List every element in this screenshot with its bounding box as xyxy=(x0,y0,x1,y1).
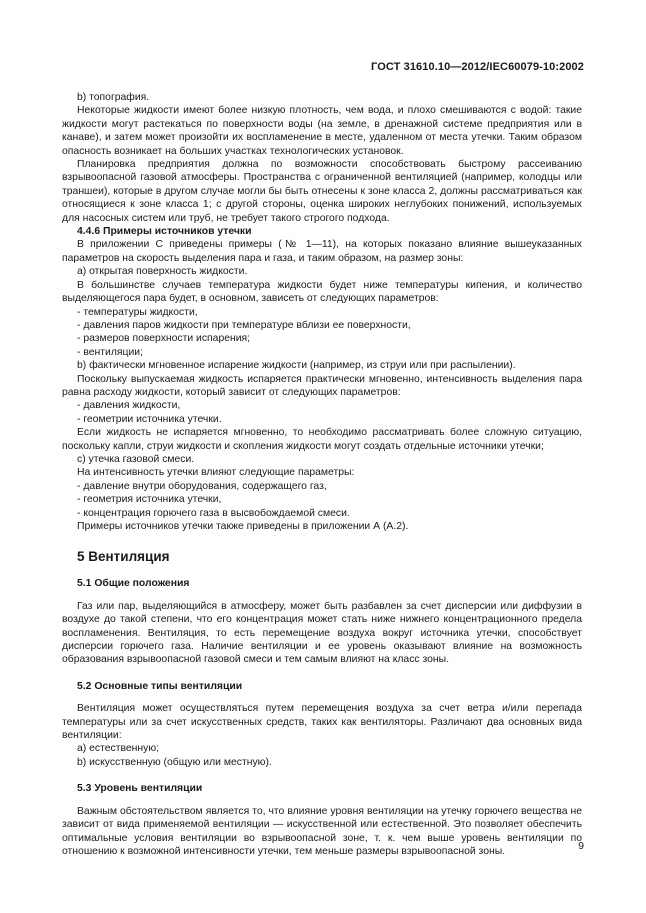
list-item: - размеров поверхности испарения; xyxy=(77,333,251,345)
ventilation-type-natural: a) естественную; xyxy=(77,743,160,755)
page-number: 9 xyxy=(578,841,584,852)
subsection-title: 4.4.6 Примеры источников утечки xyxy=(77,226,252,238)
section-4-4-continuation xyxy=(62,91,582,533)
section-5-3-title: 5.3 Уровень вентиляции xyxy=(77,783,203,795)
section-5-2-body: Вентиляция может осуществляться путем перемещения воздуха за счет ветра и/или перепада температуры или за счет искусственных средств, таких как вентиляторы. Различают два основных вида вентиляции: xyxy=(62,703,582,742)
list-item: - давления жидкости, xyxy=(77,400,181,412)
section-5-1-title: 5.1 Общие положения xyxy=(77,578,190,590)
ventilation-type-artificial: b) искусственную (общую или местную). xyxy=(77,756,272,768)
section-5-1-body: Газ или пар, выделяющийся в атмосферу, может быть разбавлен за счет дисперсии или диффузии в воздухе до такой степени, что его концентрация может стать ниже нижнего концентрационного предела воспламенения. Вентиляция, то есть перемещение воздуха вокруг источника утечки, способствует дисперсии горючего газа. Наличие вентиляции и ее уровень оказывают влияние на возможность образования взрывоопасной газовой смеси и тем самым влияют на класс зоны. xyxy=(62,600,582,666)
list-item: - вентиляции; xyxy=(77,346,143,358)
paragraph: В приложении С приведены примеры (№ 1—11), на которых показано влияние вышеуказанных параметров на скорость выделения пара и газа, и таким образом, на размер зоны: xyxy=(62,239,582,264)
list-item: a) открытая поверхность жидкости. xyxy=(77,266,248,278)
list-item: - температуры жидкости, xyxy=(77,306,198,318)
list-item: - концентрация горючего газа в высвобождаемой смеси. xyxy=(77,507,350,519)
paragraph: Планировка предприятия должна по возможности способствовать быстрому рассеиванию взрывоопасной газовой атмосферы. Пространства с ограниченной вентиляцией (например, колодцы или траншеи), которые в другом случае могли бы быть отнесены к зоне класса 2, должны рассматриваться как относящиеся к зоне класса 1; с другой стороны, оценка широких неглубоких понижений, используемых для насосных систем или труб, не требует такого строгого подхода. xyxy=(62,159,582,224)
list-item: Примеры источников утечки также приведены в приложении А (А.2). xyxy=(77,521,409,532)
paragraph: Если жидкость не испаряется мгновенно, то необходимо рассматривать более сложную ситуацию, поскольку капли, струи жидкости и скопления жидкости могут создать отдельные источники утечки; xyxy=(62,427,582,452)
standard-header: ГОСТ 31610.10—2012/IEC60079-10:2002 xyxy=(371,61,584,73)
paragraph: В большинстве случаев температура жидкости будет ниже температуры кипения, и количество выделяющегося пара будет, в основном, зависеть от следующих параметров: xyxy=(62,279,582,305)
list-item: c) утечка газовой смеси. xyxy=(77,453,195,465)
list-item: На интенсивность утечки влияют следующие параметры: xyxy=(77,467,355,479)
list-item: - геометрии источника утечки. xyxy=(77,413,222,425)
list-item: b) фактически мгновенное испарение жидкости (например, из струи или при распылении). xyxy=(77,360,516,372)
section-5-2-title: 5.2 Основные типы вентиляции xyxy=(77,680,243,692)
list-item: - давление внутри оборудования, содержащего газ, xyxy=(77,480,327,492)
list-item: - геометрия источника утечки, xyxy=(77,494,222,506)
section-5-3-body: Важным обстоятельством является то, что влияние уровня вентиляции на утечку горючего вещества не зависит от вида применяемой вентиляции — искусственной или естественной. Это позволяет обеспечить оптимальные условия вентиляции во взрывоопасной зоне, т. к. чем выше уровень вентиляции по отношению к возможной интенсивности утечки, тем меньше размеры взрывоопасной зоны. xyxy=(62,805,582,857)
paragraph: Некоторые жидкости имеют более низкую плотность, чем вода, и плохо смешиваются с водой: такие жидкости могут растекаться по поверхности воды (на земле, в дренажной системе предприятия или в канаве), и затем может произойти их воспламенение в месте, удаленном от места утечки. Таким образом опасность возникает на больших участках технологических установок. xyxy=(62,105,582,157)
paragraph: Поскольку выпускаемая жидкость испаряется практически мгновенно, интенсивность выделения пара равна расходу жидкости, который зависит от следующих параметров: xyxy=(62,373,582,398)
list-item: - давления паров жидкости при температуре вблизи ее поверхности, xyxy=(77,319,411,331)
page-content xyxy=(62,91,582,858)
section-5-title: 5 Вентиляция xyxy=(77,549,170,565)
list-item: b) топография. xyxy=(77,92,150,103)
